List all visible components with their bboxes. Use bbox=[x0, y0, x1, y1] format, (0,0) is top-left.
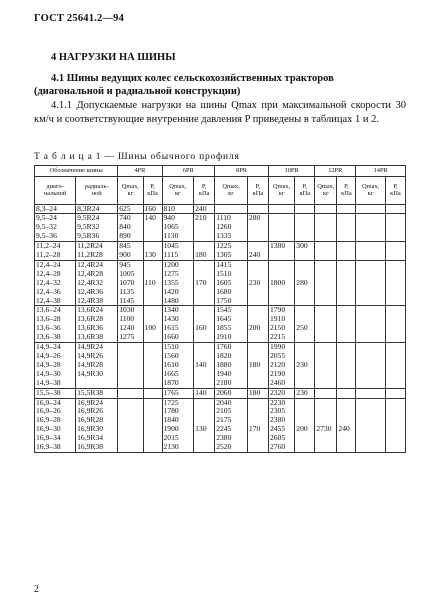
header-pr-14: 14PR bbox=[356, 166, 406, 177]
cell-qmax bbox=[268, 204, 294, 214]
cell-pressure: 160 bbox=[194, 306, 215, 343]
cell-pressure: 280 bbox=[295, 260, 315, 306]
cell-radial: 14,9R24 14,9R26 14,9R28 14,9R30 bbox=[76, 343, 118, 389]
cell-pressure bbox=[337, 260, 356, 306]
cell-qmax bbox=[268, 214, 294, 242]
cell-qmax bbox=[315, 343, 337, 389]
cell-pressure bbox=[295, 214, 315, 242]
table-row bbox=[35, 343, 406, 389]
header-diagonal: диаго- нальной bbox=[35, 176, 76, 204]
cell-qmax bbox=[315, 306, 337, 343]
table-caption: Т а б л и ц а 1 — Шины обычного профиля bbox=[34, 152, 240, 162]
section-title: 4 НАГРУЗКИ НА ШИНЫ bbox=[51, 52, 176, 63]
cell-pressure: 230 bbox=[295, 343, 315, 389]
cell-pressure: 240 bbox=[337, 398, 356, 452]
cell-qmax bbox=[356, 242, 386, 261]
cell-qmax: 740 840 890 bbox=[118, 214, 143, 242]
header-pr-12: 12PR bbox=[315, 166, 356, 177]
cell-diagonal: 13,6–24 13,6–28 13,6–36 13,6–38 bbox=[35, 306, 76, 343]
table-row bbox=[35, 260, 406, 306]
cell-pressure bbox=[337, 343, 356, 389]
cell-pressure bbox=[385, 306, 405, 343]
cell-qmax bbox=[356, 204, 386, 214]
cell-qmax bbox=[118, 388, 143, 398]
cell-qmax bbox=[356, 306, 386, 343]
cell-pressure bbox=[337, 214, 356, 242]
cell-pressure: 280 bbox=[247, 214, 268, 242]
cell-qmax bbox=[118, 343, 143, 389]
cell-qmax bbox=[118, 398, 143, 452]
cell-qmax bbox=[356, 388, 386, 398]
cell-qmax: 1380 bbox=[268, 242, 294, 261]
header-p: P, кПа bbox=[143, 176, 162, 204]
cell-pressure bbox=[143, 343, 162, 389]
cell-radial: 13,6R24 13,6R28 13,6R36 13,6R38 bbox=[76, 306, 118, 343]
header-pr-10: 10PR bbox=[268, 166, 314, 177]
cell-pressure: 200 bbox=[295, 398, 315, 452]
cell-qmax: 1415 1510 1605 1680 1750 bbox=[215, 260, 248, 306]
header-pr-4: 4PR bbox=[118, 166, 162, 177]
cell-qmax bbox=[215, 204, 248, 214]
header-q: Qmax, кг bbox=[118, 176, 143, 204]
cell-qmax: 1765 bbox=[162, 388, 194, 398]
cell-qmax: 1225 1305 bbox=[215, 242, 248, 261]
cell-pressure bbox=[143, 398, 162, 452]
header-q: Qmax, кг bbox=[356, 176, 386, 204]
subsection-title: 4.1 Шины ведущих колес сельскохозяйственных тракторов (диагональной и радиальной конструкции) bbox=[34, 73, 334, 97]
cell-diagonal: 12,4–24 12,4–28 12,4–32 12,4–36 12,4–38 bbox=[35, 260, 76, 306]
paragraph-4-1-1: 4.1.1 Допускаемые нагрузки на шины Qmax при максимальной скорости 30 км/ч и соответствующие внутренние давления P приведены в таблицах 1 и 2. bbox=[34, 100, 406, 125]
cell-radial: 9,5R24 9,5R32 9,5R36 bbox=[76, 214, 118, 242]
cell-pressure bbox=[385, 398, 405, 452]
cell-qmax: 2730 bbox=[315, 398, 337, 452]
cell-pressure: 170 bbox=[194, 260, 215, 306]
cell-radial: 15,5R38 bbox=[76, 388, 118, 398]
cell-pressure: 200 bbox=[247, 306, 268, 343]
cell-qmax: 2040 2105 2175 2245 2380 2520 bbox=[215, 398, 248, 452]
header-q: Qmax, кг bbox=[315, 176, 337, 204]
cell-pressure: 250 bbox=[295, 306, 315, 343]
cell-pressure: 180 bbox=[194, 242, 215, 261]
cell-qmax bbox=[356, 398, 386, 452]
cell-qmax: 1760 1820 1880 1940 2180 bbox=[215, 343, 248, 389]
header-p: P, кПа bbox=[337, 176, 356, 204]
cell-qmax bbox=[356, 343, 386, 389]
cell-pressure bbox=[247, 204, 268, 214]
standard-header: ГОСТ 25641.2—94 bbox=[34, 13, 125, 24]
cell-diagonal: 9,5–24 9,5–32 9,5–36 bbox=[35, 214, 76, 242]
cell-pressure bbox=[385, 204, 405, 214]
table-row bbox=[35, 388, 406, 398]
header-pr-8: 8PR bbox=[215, 166, 269, 177]
cell-qmax bbox=[315, 242, 337, 261]
cell-pressure: 160 bbox=[143, 204, 162, 214]
cell-pressure: 240 bbox=[247, 242, 268, 261]
cell-qmax: 810 bbox=[162, 204, 194, 214]
cell-qmax: 940 1065 1130 bbox=[162, 214, 194, 242]
cell-pressure: 240 bbox=[194, 204, 215, 214]
header-designation: Обозначение шины bbox=[35, 166, 118, 177]
cell-pressure: 140 bbox=[194, 388, 215, 398]
cell-diagonal: 16,9–24 16,9–26 16,9–28 16,9–30 16,9–34 16,9–38 bbox=[35, 398, 76, 452]
cell-pressure bbox=[337, 306, 356, 343]
cell-qmax: 1800 bbox=[268, 260, 294, 306]
cell-pressure: 130 bbox=[143, 242, 162, 261]
cell-qmax bbox=[356, 214, 386, 242]
table-row bbox=[35, 306, 406, 343]
header-p: P, кПа bbox=[385, 176, 405, 204]
cell-pressure: 140 bbox=[194, 343, 215, 389]
cell-pressure bbox=[385, 343, 405, 389]
cell-qmax: 625 bbox=[118, 204, 143, 214]
cell-pressure: 110 bbox=[143, 260, 162, 306]
header-p: P, кПа bbox=[247, 176, 268, 204]
cell-pressure: 180 bbox=[247, 388, 268, 398]
cell-radial: 12,4R24 12,4R28 12,4R32 12,4R36 12,4R38 bbox=[76, 260, 118, 306]
cell-diagonal: 8,3–24 bbox=[35, 204, 76, 214]
cell-radial: 8,3R24 bbox=[76, 204, 118, 214]
cell-pressure: 180 bbox=[247, 343, 268, 389]
cell-qmax: 1200 1275 1355 1420 1480 bbox=[162, 260, 194, 306]
cell-qmax: 2230 2305 2380 2455 2605 2760 bbox=[268, 398, 294, 452]
cell-pressure bbox=[385, 242, 405, 261]
cell-qmax: 1045 1115 bbox=[162, 242, 194, 261]
cell-qmax: 845 900 bbox=[118, 242, 143, 261]
cell-qmax: 1110 1260 1335 bbox=[215, 214, 248, 242]
cell-qmax bbox=[315, 260, 337, 306]
cell-qmax: 1510 1560 1610 1665 1870 bbox=[162, 343, 194, 389]
cell-qmax: 2320 bbox=[268, 388, 294, 398]
cell-pressure bbox=[385, 260, 405, 306]
cell-pressure bbox=[295, 204, 315, 214]
cell-qmax bbox=[315, 204, 337, 214]
page-number: 2 bbox=[34, 584, 39, 595]
cell-qmax: 1990 2055 2120 2190 2460 bbox=[268, 343, 294, 389]
table-body bbox=[35, 204, 406, 452]
cell-pressure: 140 bbox=[143, 214, 162, 242]
cell-pressure bbox=[337, 204, 356, 214]
cell-pressure bbox=[337, 388, 356, 398]
cell-qmax: 945 1005 1070 1135 1145 bbox=[118, 260, 143, 306]
cell-radial: 16,9R24 16,9R26 16,9R28 16,9R30 16,9R34 16,9R38 bbox=[76, 398, 118, 452]
cell-radial: 11,2R24 11,2R28 bbox=[76, 242, 118, 261]
cell-pressure: 170 bbox=[247, 398, 268, 452]
cell-pressure bbox=[385, 388, 405, 398]
cell-qmax bbox=[315, 214, 337, 242]
cell-qmax: 1340 1430 1615 1660 bbox=[162, 306, 194, 343]
table-row bbox=[35, 398, 406, 452]
header-p: P, кПа bbox=[295, 176, 315, 204]
cell-diagonal: 11,2–24 11,2–28 bbox=[35, 242, 76, 261]
table-row bbox=[35, 214, 406, 242]
header-q: Qmax, кг bbox=[215, 176, 248, 204]
header-p: P, кПа bbox=[194, 176, 215, 204]
cell-pressure: 230 bbox=[295, 388, 315, 398]
table-row bbox=[35, 204, 406, 214]
cell-pressure: 130 bbox=[194, 398, 215, 452]
cell-qmax: 2060 bbox=[215, 388, 248, 398]
header-radial: радиаль- ной bbox=[76, 176, 118, 204]
table-row bbox=[35, 242, 406, 261]
header-q: Qmax, кг bbox=[162, 176, 194, 204]
cell-diagonal: 14,9–24 14,9–26 14,9–28 14,9–30 14,9–38 bbox=[35, 343, 76, 389]
cell-pressure bbox=[385, 214, 405, 242]
header-pr-6: 6PR bbox=[162, 166, 215, 177]
cell-pressure: 210 bbox=[194, 214, 215, 242]
cell-qmax: 1030 1100 1240 1275 bbox=[118, 306, 143, 343]
cell-qmax: 1545 1645 1855 1910 bbox=[215, 306, 248, 343]
cell-pressure: 230 bbox=[247, 260, 268, 306]
cell-pressure: 100 bbox=[143, 306, 162, 343]
header-q: Qmax, кг bbox=[268, 176, 294, 204]
cell-pressure: 300 bbox=[295, 242, 315, 261]
tire-load-table bbox=[34, 165, 406, 453]
cell-qmax bbox=[356, 260, 386, 306]
cell-diagonal: 15,5–38 bbox=[35, 388, 76, 398]
cell-pressure bbox=[143, 388, 162, 398]
cell-qmax bbox=[315, 388, 337, 398]
cell-pressure bbox=[337, 242, 356, 261]
cell-qmax: 1790 1910 2150 2215 bbox=[268, 306, 294, 343]
cell-qmax: 1725 1780 1840 1900 2015 2130 bbox=[162, 398, 194, 452]
